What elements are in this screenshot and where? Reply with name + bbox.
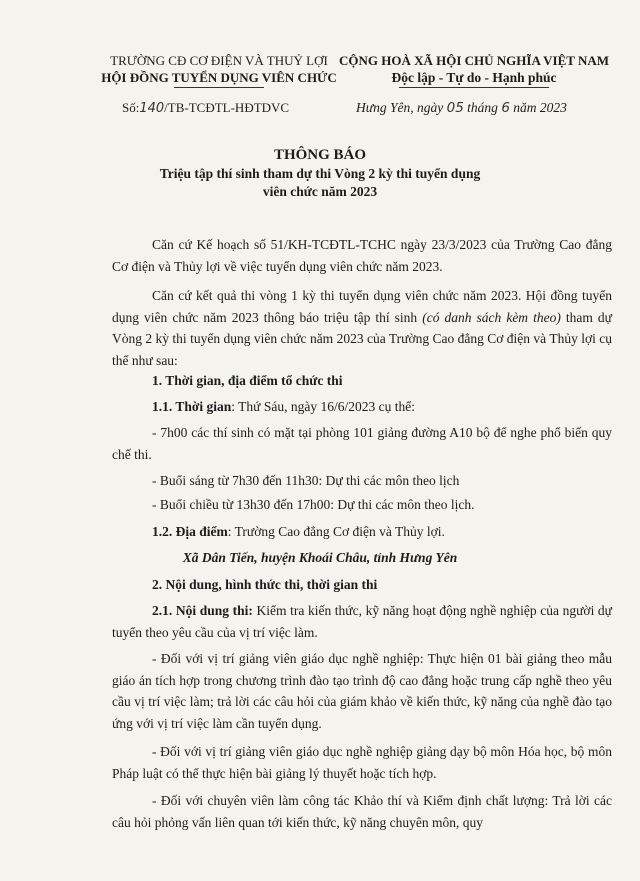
document-subtitle-1: Triệu tập thí sinh tham dự thi Vòng 2 kỳ thi tuyển dụng (159, 166, 481, 181)
handwritten-day: 05 (446, 100, 464, 116)
content-item-lecturer: - Đối với vị trí giảng viên giáo dục nghề nghiệp: Thực hiện 01 bài giảng theo mẫu giáo án tích hợp trong chương trình đào tạo trình độ cao đẳng hoặc trung cấp nghề theo yêu cầu vị trí việc làm; trả lời các câu hỏi của giám khảo về kiến thức, kỹ năng của nghề đào tạo ứng với vị trí việc làm cần tuyển dụng. (112, 651, 612, 731)
section-1-1-time: 1.1. Thời gian: Thứ Sáu, ngày 16/6/2023 cụ thể: (152, 399, 415, 414)
location-address: Xã Dân Tiến, huyện Khoái Châu, tỉnh Hưng Yên (182, 550, 458, 565)
section-2-1-content: 2.1. Nội dung thi: Kiểm tra kiến thức, kỹ năng hoạt động nghề nghiệp của người dự tuyển theo yêu cầu của vị trí việc làm. (112, 603, 612, 640)
handwritten-number: 140 (139, 101, 165, 116)
org-underline (174, 87, 264, 88)
national-header (334, 52, 614, 88)
section-1-heading: 1. Thời gian, địa điểm tổ chức thi (152, 373, 343, 388)
council-name: HỘI ĐỒNG TUYỂN DỤNG VIÊN CHỨC (101, 70, 337, 85)
paragraph-legal-basis-2: Căn cứ kết quả thi vòng 1 kỳ thi tuyển dụng viên chức năm 2023. Hội đồng tuyển dụng viên chức năm 2023 thông báo triệu tập thí sinh (có danh sách kèm theo) tham dự Vòng 2 kỳ thi tuyển dụng viên chức năm 2023 của Trường Cao đẳng Cơ điện và Thủy lợi cụ thể như sau: (112, 288, 612, 368)
document-number: Số:140/TB-TCĐTL-HĐTDVC (122, 100, 290, 116)
schedule-item-3: - Buổi chiều từ 13h30 đến 17h00: Dự thi các môn theo lịch. (152, 497, 475, 512)
document-date: Hưng Yên, ngày 05 tháng 6 năm 2023 (356, 100, 567, 116)
section-1-2-location: 1.2. Địa điểm: Trường Cao đẳng Cơ điện và Thủy lợi. (152, 524, 445, 539)
document-title: THÔNG BÁO (273, 147, 367, 163)
content-item-chemistry-law: - Đối với vị trí giảng viên giáo dục nghề nghiệp giảng dạy bộ môn Hóa học, bộ môn Pháp luật có thể thực hiện bài giảng lý thuyết hoặc tích hợp. (112, 744, 612, 781)
motto-underline (399, 87, 549, 88)
handwritten-month: 6 (501, 100, 510, 116)
national-motto: Độc lập - Tự do - Hạnh phúc (391, 70, 557, 85)
paragraph-legal-basis-1: Căn cứ Kế hoạch số 51/KH-TCĐTL-TCHC ngày 23/3/2023 của Trường Cao đẳng Cơ điện và Thủy lợi về việc tuyển dụng viên chức năm 2023. (112, 237, 612, 274)
content-item-examination-staff: - Đối với chuyên viên làm công tác Khảo thí và Kiểm định chất lượng: Trả lời các câu hỏi phỏng vấn liên quan tới kiến thức, kỹ năng chuyên môn, quy (112, 793, 612, 830)
schedule-item-1: - 7h00 các thí sinh có mặt tại phòng 101 giảng đường A10 bộ để nghe phổ biến quy chế thi. (112, 425, 612, 462)
document-subtitle-2: viên chức năm 2023 (262, 184, 378, 199)
schedule-item-2: - Buổi sáng từ 7h30 đến 11h30: Dự thi các môn theo lịch (152, 473, 460, 488)
nation-name: CỘNG HOÀ XÃ HỘI CHỦ NGHĨA VIỆT NAM (338, 53, 610, 68)
org-name: TRƯỜNG CĐ CƠ ĐIỆN VÀ THUỶ LỢI (110, 53, 328, 68)
organization-header (94, 52, 344, 88)
section-2-heading: 2. Nội dung, hình thức thi, thời gian thi (152, 577, 378, 592)
